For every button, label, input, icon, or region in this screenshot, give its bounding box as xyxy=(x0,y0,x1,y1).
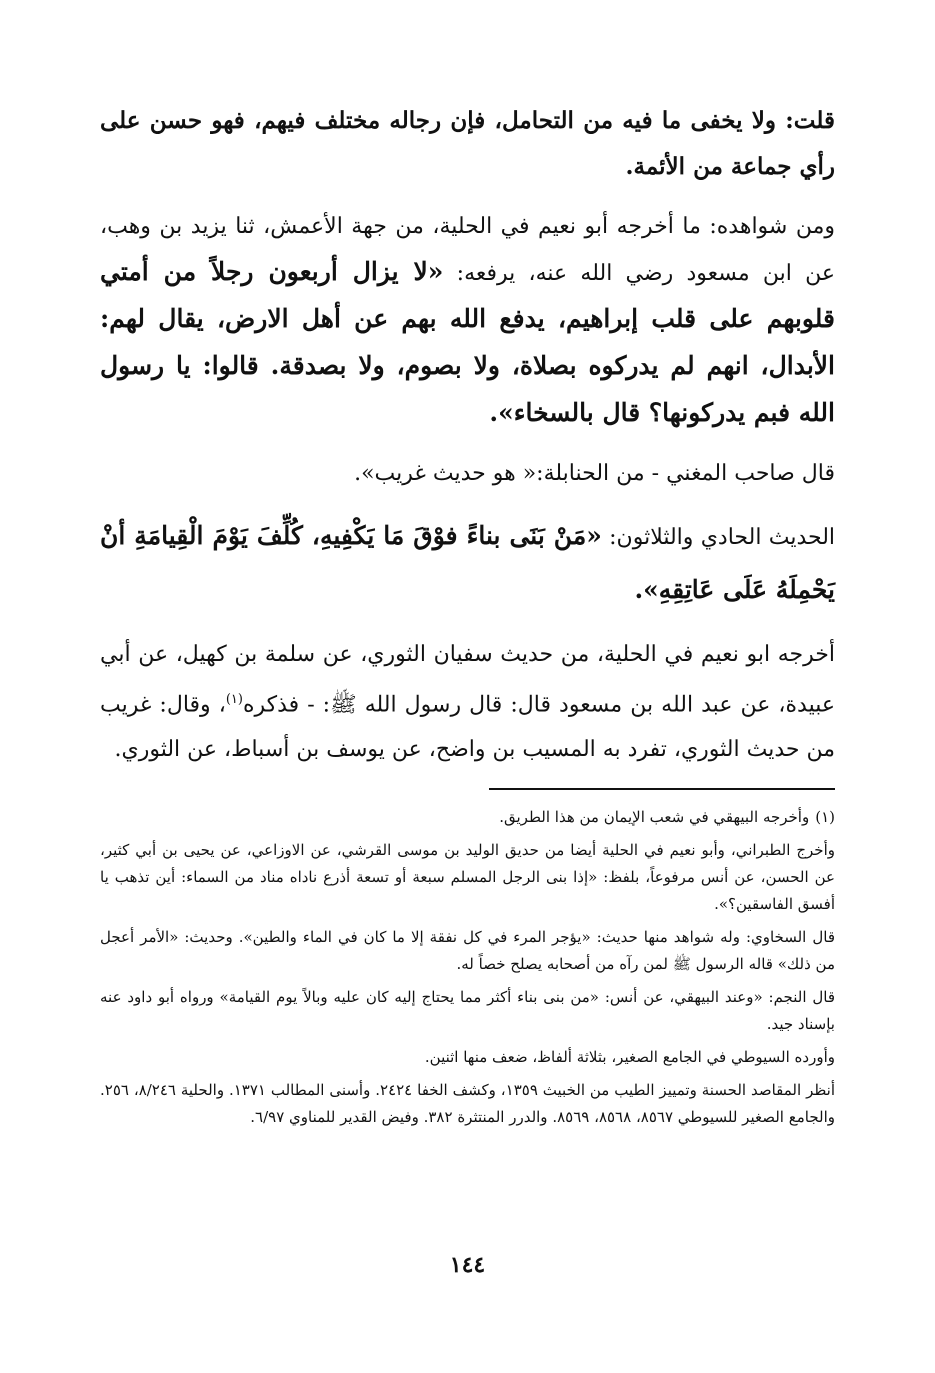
page-number: ١٤٤ xyxy=(449,1252,486,1278)
footnote-references: أنظر المقاصد الحسنة وتمييز الطيب من الخبيث ١٣٥٩، وكشف الخفا ٢٤٢٤. وأسنى المطالب ١٣٧١. والحلية ٨/٢٤٦، ٢٥٦. والجامع الصغير للسيوطي ٨٥٦٧، ٨٥٦٨، ٨٥٦٩. والدرر المنتثرة ٣٨٢. وفيض القدير للمناوي ٦/٩٧. xyxy=(100,1081,835,1127)
takhrij-text-b: ، وقال: غريب من حديث الثوري، تفرد به المسيب بن واضح، عن يوسف بن أسباط، عن الثوري. xyxy=(100,692,835,763)
footnote-1 xyxy=(100,804,835,831)
hadith-heading: الحديث الحادي والثلاثون: xyxy=(609,525,836,550)
takhrij-text-a: أخرجه ابو نعيم في الحلية، من حديث سفيان الثوري، عن سلمة بن كهيل، عن أبي عبيدة، عن عبد الله بن مسعود قال: قال رسول الله ﷺ: - فذكره xyxy=(100,642,835,718)
paragraph-witness xyxy=(100,204,835,437)
footnote-separator xyxy=(489,788,835,790)
footnote-najm: قال النجم: «وعند البيهقي، عن أنس: «من بنى بناء أكثر مما يحتاج إليه كان عليه وبالاً يوم القيامة» ورواه أبو داود عنه بإسناد جيد. xyxy=(100,988,835,1034)
paragraph-hadith-31 xyxy=(100,510,835,618)
paragraph-comment xyxy=(100,98,835,190)
footnote-number: (١) xyxy=(815,808,835,827)
paragraph-mughni xyxy=(100,451,835,496)
footnote-reference[interactable]: (١) xyxy=(225,692,243,707)
footnote-sakhawi: قال السخاوي: وله شواهد منها حديث: «يؤجر المرء في كل نفقة إلا ما كان في الماء والطين». وحديث: «الأمر أعجل من ذلك» قاله الرسول ﷺ لمن رآه من أصحابه يصلح خصاً له. xyxy=(100,928,835,974)
footnote-tabarani: وأخرج الطبراني، وأبو نعيم في الحلية أيضا من حديق الوليد بن موسى القرشي، عن الاوزاعي، عن يحيى بن أبي كثير، عن الحسن، عن أنس مرفوعاً، بلفظ: «إذا بنى الرجل المسلم سبعة أو تسعة أذرع ناداه مناد من السماء: أين تذهب يا أفسق الفاسقين؟». xyxy=(100,841,835,914)
paragraph-takhrij xyxy=(100,632,835,772)
hadith-31-quote: «مَنْ بَنَى بناءً فوْقَ مَا يَكْفِيهِ، كُلِّفَ يَوْمَ الْقِيامَةِ أنْ يَحْمِلَهُ عَلَى عَاتِقِهِ». xyxy=(100,521,835,604)
witness-intro: ومن شواهده: ما أخرجه أبو نعيم في الحلية، من جهة الأعمش، ثنا يزيد بن وهب، عن ابن مسعود رضي الله عنه، يرفعه: xyxy=(100,214,835,286)
footnote-1-text: وأخرجه البيهقي في شعب الإيمان من هذا الطريق. xyxy=(499,808,810,827)
footnote-suyuti: وأورده السيوطي في الجامع الصغير، بثلاثة ألفاظ، ضعف منها اثنين. xyxy=(424,1048,835,1067)
witness-hadith-quote: «لا يزال أربعون رجلاً من أمتي قلوبهم على قلب إبراهيم، يدفع الله بهم عن أهل الارض، يقال لهم: الأبدال، انهم لم يدركوه بصلاة، ولا بصوم، ولا بصدقة. قالوا: يا رسول الله فبم يدركونها؟ قال بالسخاء». xyxy=(100,257,835,427)
comment-text: قلت: ولا يخفى ما فيه من التحامل، فإن رجاله مختلف فيهم، فهو حسن على رأي جماعة من الأئمة. xyxy=(100,107,835,180)
mughni-text: قال صاحب المغني - من الحنابلة:« هو حديث غريب». xyxy=(354,461,835,486)
